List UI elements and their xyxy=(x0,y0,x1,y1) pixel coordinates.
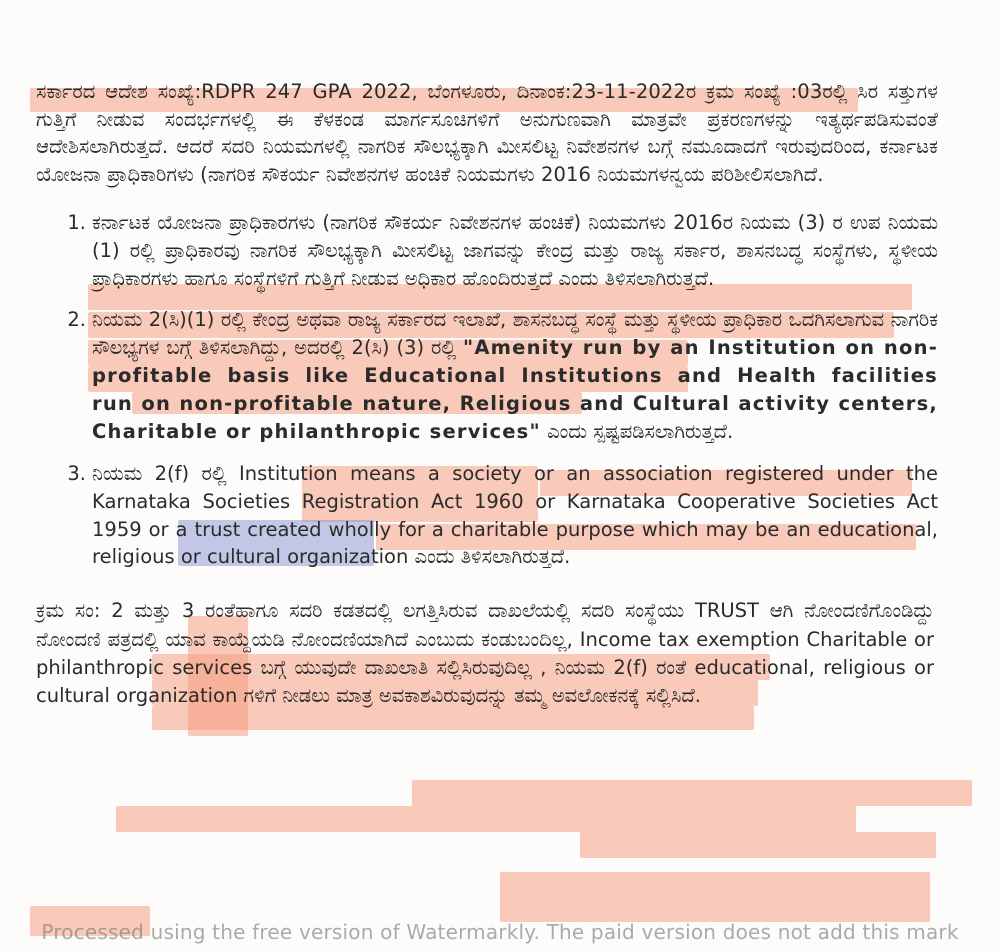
list-item-number: 3. xyxy=(67,461,86,485)
list-item-text-after-quote: ಎಂದು ಸ್ಪಷ್ಟಪಡಿಸಲಾಗಿರುತ್ತದೆ. xyxy=(547,419,734,443)
list-item-text: ಕರ್ನಾಟಕ ಯೋಜನಾ ಪ್ರಾಧಿಕಾರಗಳು (ನಾಗರಿಕ ಸೌಕರ್ಯ ನಿವೇಶನಗಳ ಹಂಚಿಕೆ) ನಿಯಮಗಳು 2016ರ ನಿಯಮ (3) ರ ಉಪ ನಿಯಮ (1) ರಲ್ಲಿ ಪ್ರಾಧಿಕಾರವು ನಾಗರಿಕ ಸೌಲಭ್ಯಕ್ಕಾಗಿ ಮೀಸಲಿಟ್ಟ ಜಾಗವನ್ನು ಕೇಂದ್ರ ಮತ್ತು ರಾಜ್ಯ ಸರ್ಕಾರ, ಶಾಸನಬದ್ಧ ಸಂಸ್ಥೆಗಳು, ಸ್ಥಳೀಯ ಪ್ರಾಧಿಕಾರಗಳು ಹಾಗೂ ಸಂಸ್ಥೆಗಳಿಗೆ ಗುತ್ತಿಗೆ ನೀಡುವ ಅಧಿಕಾರ ಹೊಂದಿರುತ್ತದೆ ಎಂದು ತಿಳಿಸಲಾಗಿರುತ್ತದೆ. xyxy=(92,210,938,290)
list-item-text-before-quote: ನಿಯಮ 2(ಸಿ)(1) ರಲ್ಲಿ ಕೇಂದ್ರ ಅಥವಾ ರಾಜ್ಯ ಸರ್ಕಾರದ ಇಲಾಖೆ, ಶಾಸನಬದ್ಧ ಸಂಸ್ಥೆ ಮತ್ತು ಸ್ಥಳೀಯ ಪ್ರಾಧಿಕಾರ ಒದಗಿಸಲಾಗುವ ನಾಗರಿಕ ಸೌಲಭ್ಯಗಳ ಬಗ್ಗೆ ತಿಳಿಸಲಾಗಿದ್ದು, ಅದರಲ್ಲಿ 2(ಸಿ) (3) ರಲ್ಲಿ xyxy=(92,308,938,360)
list-item-number: 2. xyxy=(67,308,86,332)
list-item-text-after-english: ಎಂದು ತಿಳಿಸಲಾಗಿರುತ್ತದೆ. xyxy=(414,545,571,569)
list-item-number: 1. xyxy=(67,210,86,234)
list-item-2 xyxy=(36,306,938,445)
highlight-mark xyxy=(580,832,936,858)
list-item-text-before-english: ನಿಯಮ 2(f) ರಲ್ಲಿ xyxy=(92,461,227,485)
watermark-text: Processed using the free version of Watermarkly. The paid version does not add this mark xyxy=(41,920,959,944)
closing-paragraph: ಕ್ರಮ ಸಂ: 2 ಮತ್ತು 3 ರಂತೆಹಾಗೂ ಸದರಿ ಕಡತದಲ್ಲಿ ಲಗತ್ತಿಸಿರುವ ದಾಖಲೆಯಲ್ಲಿ ಸದರಿ ಸಂಸ್ಥೆಯು TRUST ಆಗಿ ನೋಂದಣಿಗೊಂಡಿದ್ದು ನೋಂದಣಿ ಪತ್ರದಲ್ಲಿ ಯಾವ ಕಾಯ್ದೆಯಡಿ ನೋಂದಣಿಯಾಗಿದೆ ಎಂಬುದು ಕಂಡುಬಂದಿಲ್ಲ, Income tax exemption Charitable or philanthropic services ಬಗ್ಗೆ ಯುವುದೇ ದಾಖಲಾತಿ ಸಲ್ಲಿಸಿರುವುದಿಲ್ಲ , ನಿಯಮ 2(f) ರಂತೆ educational, religious or cultural organization ಗಳಿಗೆ ನೀಡಲು ಮಾತ್ರ ಅವಕಾಶವಿರುವುದನ್ನು ತಮ್ಮ ಅವಲೋಕನಕ್ಕೆ ಸಲ್ಲಿಸಿದೆ. xyxy=(36,599,934,708)
numbered-list xyxy=(36,209,938,572)
highlight-mark xyxy=(412,780,972,806)
intro-paragraph: ಸರ್ಕಾರದ ಆದೇಶ ಸಂಖ್ಯೆ:RDPR 247 GPA 2022, ಬೆಂಗಳೂರು, ದಿನಾಂಕ:23-11-2022ರ ಕ್ರಮ ಸಂಖ್ಯೆ :03ರಲ್ಲಿ ಸಿರ ಸತ್ತುಗಳ ಗುತ್ತಿಗೆ ನೀಡುವ ಸಂದರ್ಭಗಳಲ್ಲಿ ಈ ಕೆಳಕಂಡ ಮಾರ್ಗಸೂಚಿಗಳಿಗೆ ಅನುಗುಣವಾಗಿ ಮಾತ್ರವೇ ಪ್ರಕರಣಗಳನ್ನು ಇತ್ಯರ್ಥಪಡಿಸುವಂತೆ ಆದೇಶಿಸಲಾಗಿರುತ್ತದೆ. ಆದರೆ ಸದರಿ ನಿಯಮಗಳಲ್ಲಿ ನಾಗರಿಕ ಸೌಲಭ್ಯಕ್ಕಾಗಿ ಮೀಸಲಿಟ್ಟ ನಿವೇಶನಗಳ ಬಗ್ಗೆ ನಮೂದಾದಗೆ ಇರುವುದರಿಂದ, ಕರ್ನಾಟಕ ಯೋಜನಾ ಪ್ರಾಧಿಕಾರಿಗಳು (ನಾಗರಿಕ ಸೌಕರ್ಯ ನಿವೇಶನಗಳ ಹಂಚಿಕೆ ನಿಯಮಗಳು 2016 ನಿಯಮಗಳನ್ವಯ ಪರಿಶೀಲಿಸಲಾಗಿದೆ. xyxy=(36,80,938,187)
list-item-3 xyxy=(36,460,938,572)
list-item-text-english: Institution means a society or an association registered under the Karnataka Societies Registration Act 1960 or Karnataka Cooperative Societies Act 1959 or a trust created wholly for a charitable purpose which may be an educational, religious or cultural organization xyxy=(92,461,939,569)
highlight-mark xyxy=(500,872,930,922)
list-item-quote: "Amenity run by an Institution on non-profitable basis like Educational Institutions and Health facilities run on non-profitable nature, Religious and Cultural activity centers, Charitable or philanthropic services" xyxy=(92,336,938,443)
list-item-1 xyxy=(36,209,938,293)
highlight-mark xyxy=(116,806,856,832)
